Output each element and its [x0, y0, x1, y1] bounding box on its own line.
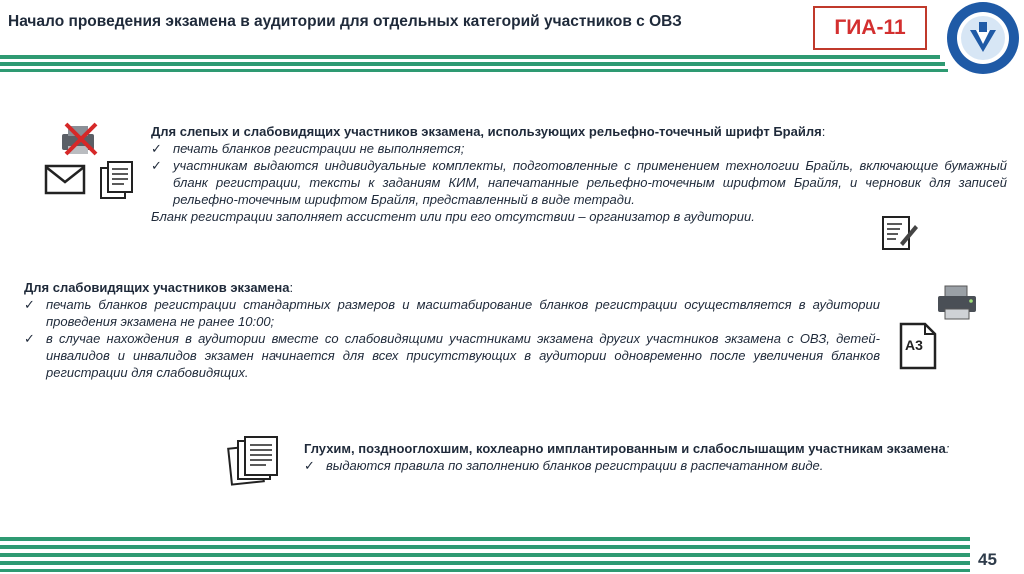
printer-crossed-icon: [58, 120, 100, 158]
list-item: [151, 140, 1007, 157]
papers-stack-icon: [226, 435, 282, 487]
footer-stripe-3: [0, 553, 970, 557]
footer-stripe-2: [0, 545, 970, 549]
low-vision-section: [24, 279, 880, 381]
page-title: Начало проведения экзамена в аудитории для отдельных категорий участников с ОВЗ: [8, 13, 682, 30]
mcko-logo-icon: [943, 0, 1023, 80]
list-item: [304, 457, 1018, 474]
a3-label: А3: [905, 337, 923, 353]
list-item: [24, 330, 880, 381]
list-item-text: участникам выдаются индивидуальные комплекты, подготовленные с применением технологии Брайль, включающие бумажный бланк регистрации, тексты к заданиям КИМ, напечатанные рельефно-точечным шрифтом Брайля, и черновик для записей рельефно-точечным шрифтом Брайля, представленный в виде тетради.: [173, 158, 1007, 207]
list-item-text: в случае нахождения в аудитории вместе со слабовидящими участниками экзамена других участников экзамена с ОВЗ, детей-инвалидов и инвалидов экзамен начинается для всех присутствующих в аудитории одновременно после увеличения бланков регистрации для слабовидящих.: [46, 331, 880, 380]
assistant-note: Бланк регистрации заполняет ассистент или при его отсутствии – организатор в аудитории.: [151, 209, 755, 224]
page-number: 45: [978, 550, 997, 569]
envelope-icon: [44, 163, 86, 197]
footer-stripe-4: [0, 561, 970, 565]
footer-stripe-5: [0, 569, 970, 572]
check-icon: ✓: [24, 331, 35, 346]
check-icon: ✓: [151, 141, 162, 156]
low-vision-heading: Для слабовидящих участников экзамена:: [24, 280, 294, 295]
blind-participants-section: [151, 123, 1007, 225]
list-item: [151, 157, 1007, 208]
header-stripe-1: [0, 55, 940, 59]
list-item: [24, 296, 880, 330]
header-stripe-2: [0, 62, 945, 66]
printer-icon: [935, 283, 979, 323]
check-icon: ✓: [24, 297, 35, 312]
header-stripe-3: [0, 69, 948, 72]
writing-form-icon: [880, 213, 920, 251]
hearing-impaired-section: [304, 440, 1018, 474]
blind-section-heading: Для слепых и слабовидящих участников экзамена, использующих рельефно-точечный шрифт Брайля:: [151, 124, 826, 139]
list-item-text: печать бланков регистрации не выполняется;: [173, 141, 465, 156]
hearing-heading: Глухим, позднооглохшим, кохлеарно имплантированным и слабослышащим участникам экзамена:: [304, 441, 950, 456]
footer-stripe-1: [0, 537, 970, 541]
gia-badge: ГИА-11: [813, 6, 927, 50]
check-icon: ✓: [151, 158, 162, 173]
list-item-text: выдаются правила по заполнению бланков регистрации в распечатанном виде.: [326, 458, 824, 473]
check-icon: ✓: [304, 458, 315, 473]
list-item-text: печать бланков регистрации стандартных размеров и масштабирование бланков регистрации осуществляется в аудитории проведения экзамена не ранее 10:00;: [46, 297, 880, 329]
documents-icon: [98, 160, 136, 200]
